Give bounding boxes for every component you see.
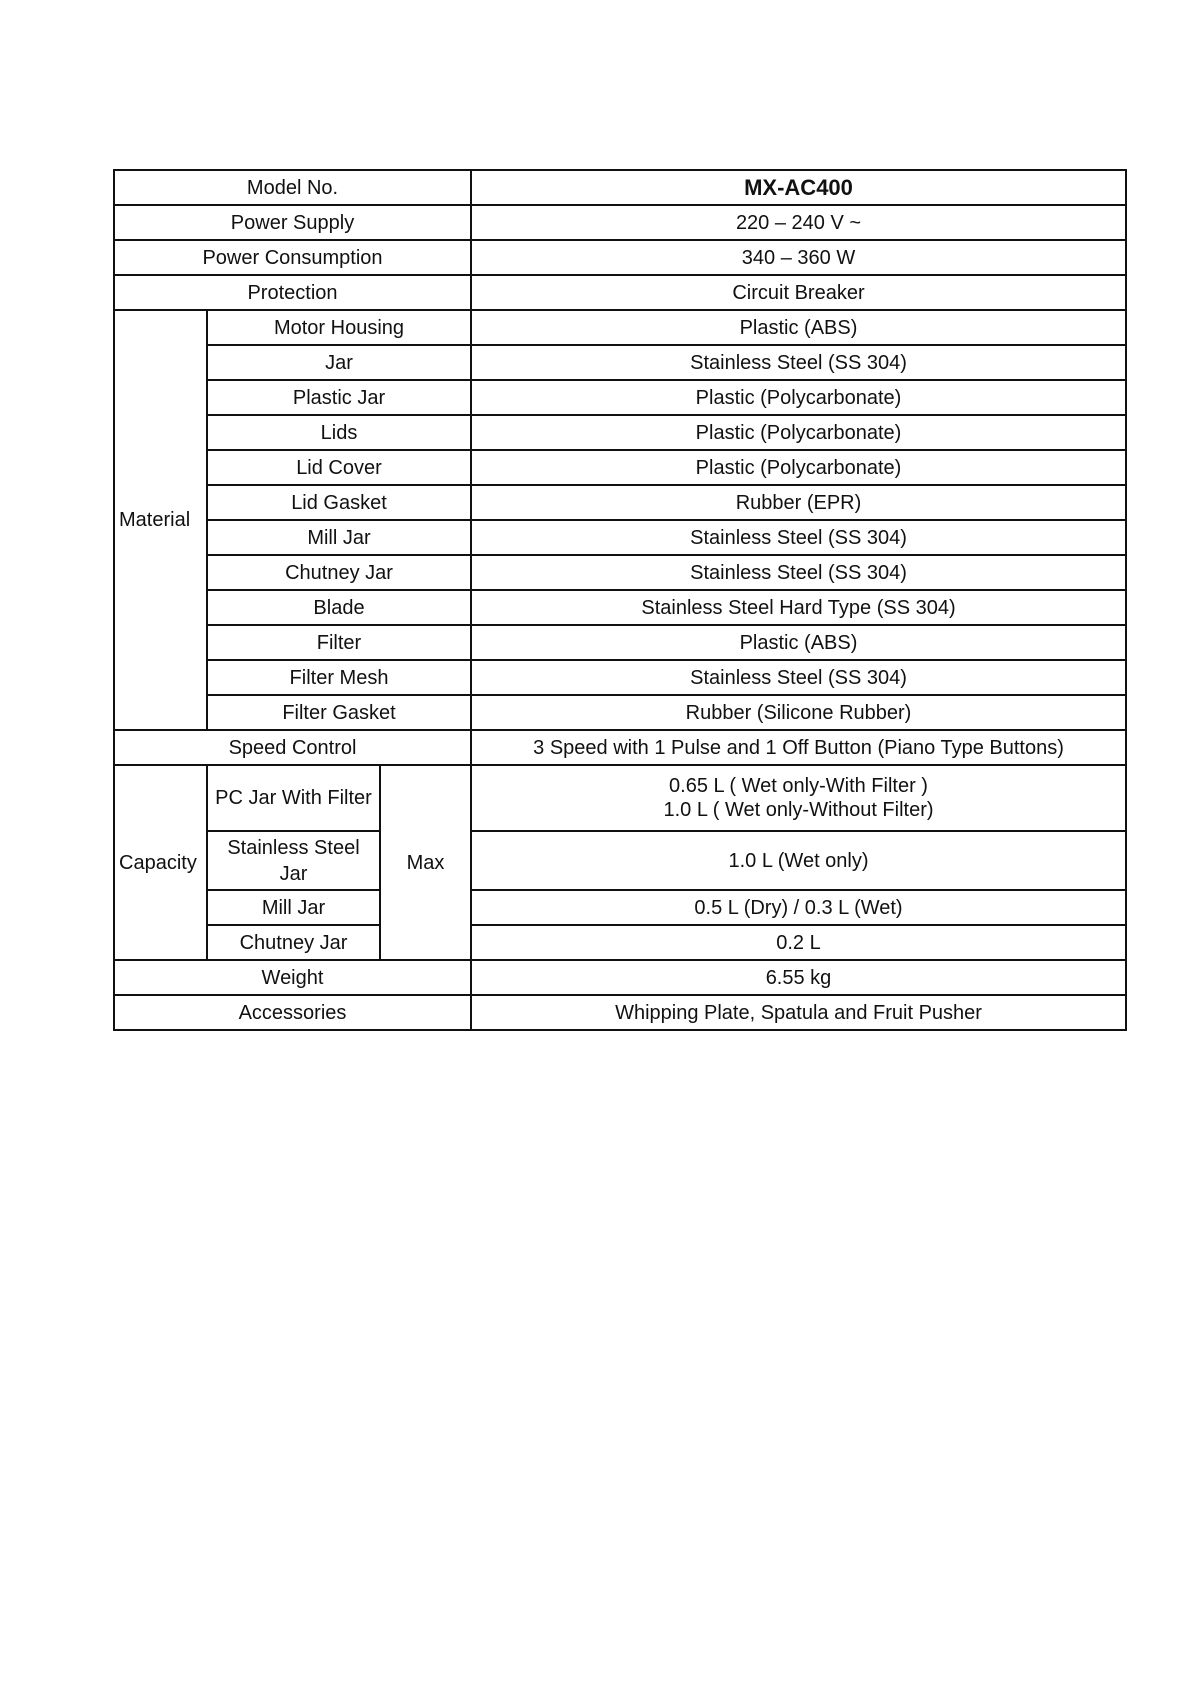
weight-label: Weight — [114, 960, 471, 995]
table-row — [114, 730, 1126, 765]
table-row — [114, 170, 1126, 205]
capacity-item-value — [471, 765, 1126, 831]
material-item-value: Stainless Steel (SS 304) — [471, 660, 1126, 695]
capacity-item-label: Mill Jar — [207, 890, 380, 925]
table-row — [114, 660, 1126, 695]
material-item-value: Stainless Steel (SS 304) — [471, 520, 1126, 555]
capacity-value-line: 0.65 L ( Wet only-With Filter ) — [669, 775, 928, 797]
material-item-value: Rubber (EPR) — [471, 485, 1126, 520]
table-row — [114, 960, 1126, 995]
table-row — [114, 890, 1126, 925]
table-row — [114, 625, 1126, 660]
table-row — [114, 995, 1126, 1030]
material-item-label: Lids — [207, 415, 471, 450]
weight-value: 6.55 kg — [471, 960, 1126, 995]
model-value: MX-AC400 — [471, 170, 1126, 205]
capacity-value-line: 1.0 L (Wet only) — [728, 849, 869, 872]
material-item-value: Rubber (Silicone Rubber) — [471, 695, 1126, 730]
table-row — [114, 310, 1126, 345]
power-consumption-value: 340 – 360 W — [471, 240, 1126, 275]
material-item-label: Plastic Jar — [207, 380, 471, 415]
capacity-value-line: 1.0 L ( Wet only-Without Filter) — [663, 799, 934, 821]
material-item-value: Stainless Steel Hard Type (SS 304) — [471, 590, 1126, 625]
capacity-qualifier: Max — [380, 765, 471, 960]
material-item-label: Lid Gasket — [207, 485, 471, 520]
specification-table — [113, 169, 1127, 1031]
table-row — [114, 831, 1126, 890]
capacity-item-value — [471, 925, 1126, 960]
material-item-label: Motor Housing — [207, 310, 471, 345]
table-row — [114, 925, 1126, 960]
power-supply-label: Power Supply — [114, 205, 471, 240]
material-item-label: Filter — [207, 625, 471, 660]
table-row — [114, 590, 1126, 625]
capacity-group-label: Capacity — [114, 765, 207, 960]
table-row — [114, 450, 1126, 485]
material-item-label: Mill Jar — [207, 520, 471, 555]
accessories-value: Whipping Plate, Spatula and Fruit Pusher — [471, 995, 1126, 1030]
table-row — [114, 415, 1126, 450]
table-row — [114, 555, 1126, 590]
accessories-label: Accessories — [114, 995, 471, 1030]
capacity-value-line: 0.5 L (Dry) / 0.3 L (Wet) — [694, 896, 903, 919]
material-item-label: Blade — [207, 590, 471, 625]
material-item-value: Plastic (Polycarbonate) — [471, 415, 1126, 450]
material-item-label: Jar — [207, 345, 471, 380]
material-item-value: Plastic (Polycarbonate) — [471, 380, 1126, 415]
table-row — [114, 485, 1126, 520]
table-row — [114, 275, 1126, 310]
table-row — [114, 695, 1126, 730]
material-item-value: Plastic (ABS) — [471, 625, 1126, 660]
power-supply-value: 220 – 240 V ~ — [471, 205, 1126, 240]
material-item-value: Plastic (ABS) — [471, 310, 1126, 345]
model-label: Model No. — [114, 170, 471, 205]
capacity-item-value — [471, 831, 1126, 890]
material-item-label: Lid Cover — [207, 450, 471, 485]
table-row — [114, 380, 1126, 415]
material-group-label: Material — [114, 310, 207, 730]
table-row — [114, 345, 1126, 380]
table-row — [114, 205, 1126, 240]
material-item-value: Stainless Steel (SS 304) — [471, 555, 1126, 590]
capacity-value-line: 0.2 L — [776, 931, 821, 954]
material-item-label: Filter Gasket — [207, 695, 471, 730]
table-row — [114, 520, 1126, 555]
capacity-item-value — [471, 890, 1126, 925]
speed-control-label: Speed Control — [114, 730, 471, 765]
material-item-value: Plastic (Polycarbonate) — [471, 450, 1126, 485]
material-item-label: Filter Mesh — [207, 660, 471, 695]
material-item-value: Stainless Steel (SS 304) — [471, 345, 1126, 380]
table-row — [114, 765, 1126, 831]
power-consumption-label: Power Consumption — [114, 240, 471, 275]
material-item-label: Chutney Jar — [207, 555, 471, 590]
capacity-item-label: Chutney Jar — [207, 925, 380, 960]
protection-value: Circuit Breaker — [471, 275, 1126, 310]
capacity-item-label: Stainless Steel Jar — [207, 831, 380, 890]
capacity-item-label: PC Jar With Filter — [207, 765, 380, 831]
speed-control-value: 3 Speed with 1 Pulse and 1 Off Button (Piano Type Buttons) — [471, 730, 1126, 765]
protection-label: Protection — [114, 275, 471, 310]
table-row — [114, 240, 1126, 275]
